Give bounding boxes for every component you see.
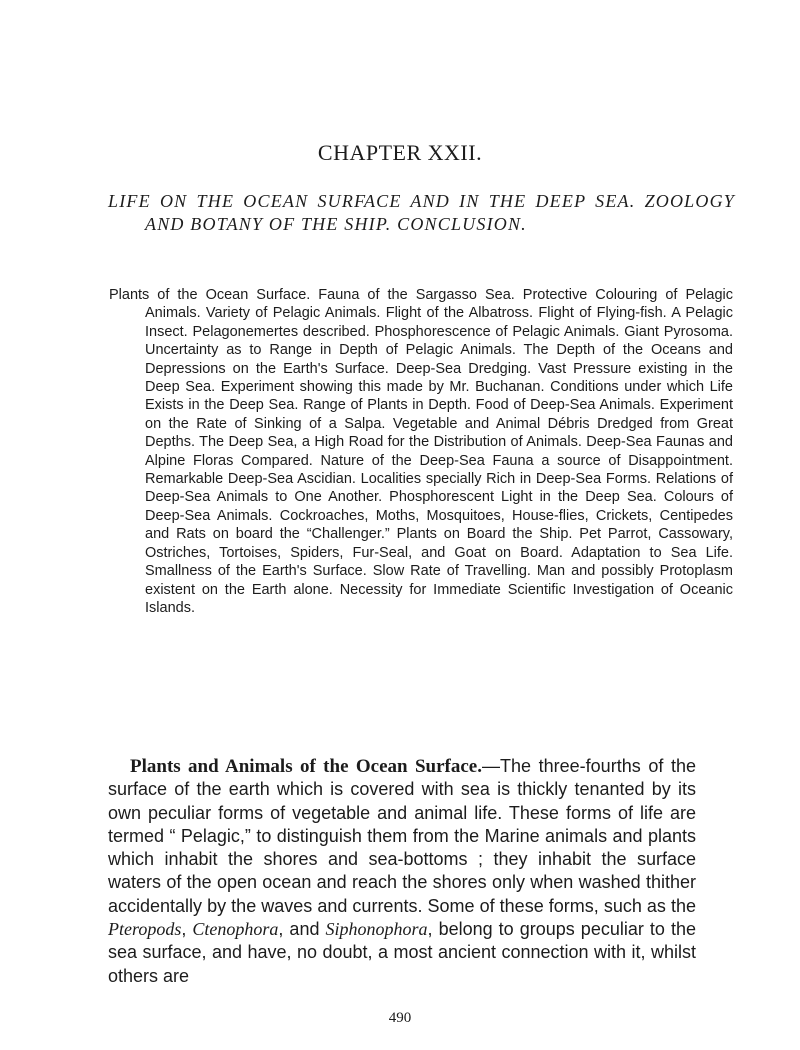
body-separator-2: , and <box>278 919 326 940</box>
section-heading: Plants and Animals of the Ocean Surface. <box>130 756 482 777</box>
term-ctenophora: Ctenophora <box>192 919 279 940</box>
body-text-part-2: , belong to groups peculiar to the sea surface, and have, no doubt, a most ancient connection with it, whilst others are <box>108 919 696 986</box>
chapter-synopsis: Plants of the Ocean Surface. Fauna of the Sargasso Sea. Protective Colouring of Pelagic Animals. Variety of Pelagic Animals. Flight of the Albatross. Flight of Flying-fish. A Pelagic Insect. Pelagonemertes described. Phosphorescence of Pelagic Animals. Giant Pyrosoma. Uncertainty as to Range in Depth of Pelagic Animals. The Depth of the Oceans and Depressions on the Earth's Surface. Deep-Sea Dredging. Vast Pressure existing in the Deep Sea. Experiment showing this made by Mr. Buchanan. Conditions under which Life Exists in the Deep Sea. Range of Plants in Depth. Food of Deep-Sea Animals. Experiment on the Rate of Sinking of a Salpa. Vegetable and Animal Débris Dredged from Great Depths. The Deep Sea, a High Road for the Distribution of Animals. Deep-Sea Faunas and Alpine Floras Compared. Nature of the Deep-Sea Fauna a source of Disappointment. Remarkable Deep-Sea Ascidian. Localities specially Rich in Deep-Sea Forms. Relations of Deep-Sea Animals to One Another. Phosphorescent Light in the Deep Sea. Colours of Deep-Sea Animals. Cockroaches, Moths, Mosquitoes, House-flies, Crickets, Centipedes and Rats on board the “Challenger.” Plants on Board the Ship. Pet Parrot, Cassowary, Ostriches, Tortoises, Spiders, Fur-Seal, and Goat on Board. Adaptation to Sea Life. Smallness of the Earth's Surface. Slow Rate of Travelling. Man and possibly Protoplasm existent on the Earth alone. Necessity for Immediate Scientific Investigation of Oceanic Islands. <box>109 287 733 616</box>
chapter-title: LIFE ON THE OCEAN SURFACE AND IN THE DEEP SEA. ZOOLOGY AND BOTANY OF THE SHIP. CONCLUSION. <box>108 191 735 234</box>
body-separator-1: , <box>181 919 193 940</box>
body-paragraph <box>108 755 696 988</box>
term-pteropods: Pteropods <box>108 919 182 940</box>
page-number: 490 <box>388 1010 412 1026</box>
term-siphonophora: Siphonophora <box>325 919 428 940</box>
chapter-heading: CHAPTER XXII. <box>317 140 483 165</box>
body-text-part-1: —The three-fourths of the surface of the earth which is covered with sea is thickly tenanted by its own peculiar forms of vegetable and animal life. These forms of life are termed “ Pelagic,” to distinguish them from the Marine animals and plants which inhabit the shores and sea-bottoms ; they inhabit the surface waters of the open ocean and reach the shores only when washed thither accidentally by the waves and currents. Some of these forms, such as the <box>108 756 696 916</box>
